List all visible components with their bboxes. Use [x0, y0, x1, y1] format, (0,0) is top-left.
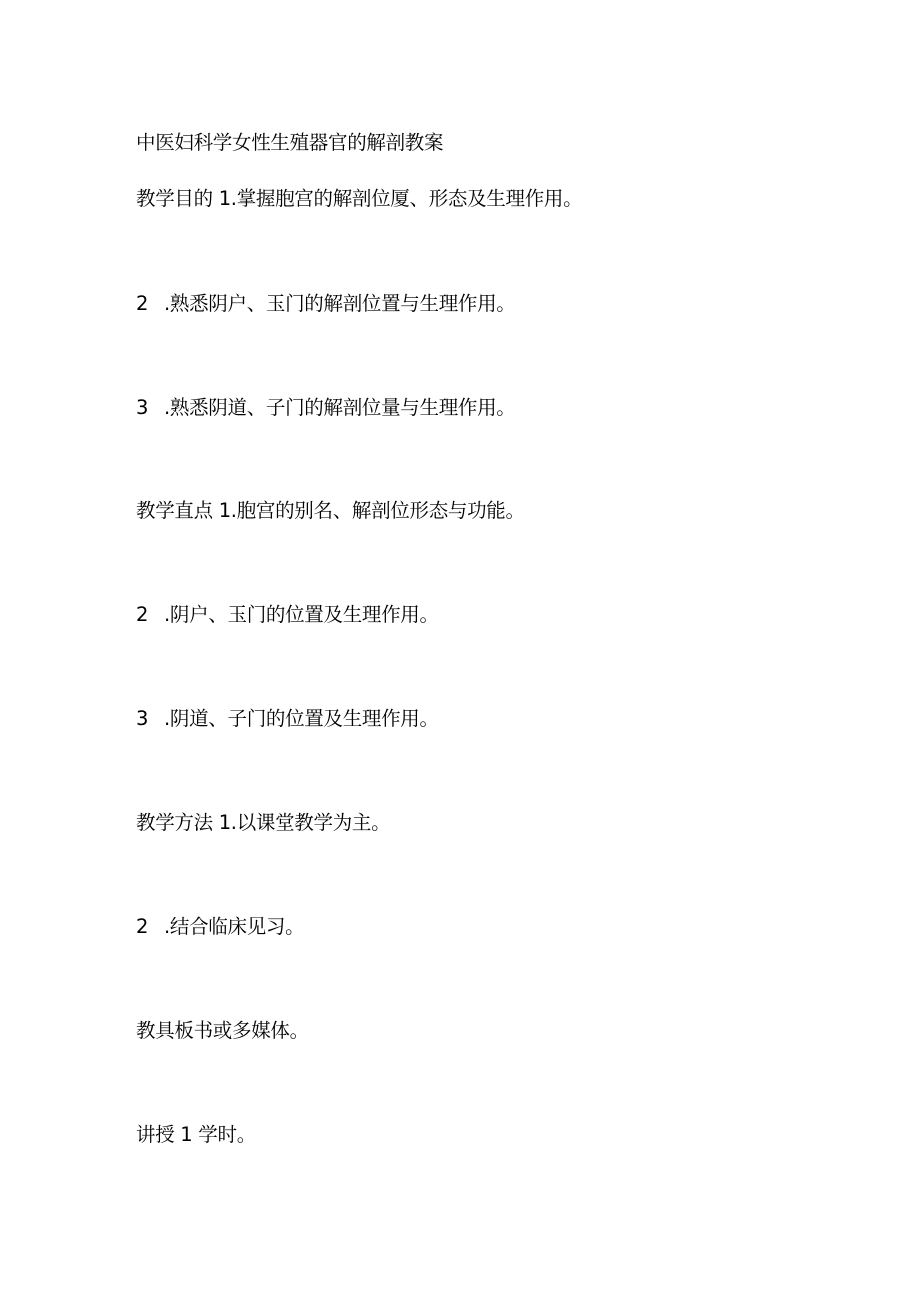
item-text: .结合临床见习。 — [164, 915, 305, 938]
item-text: .阴户、玉门的位置及生理作用。 — [164, 603, 439, 626]
item-number: 2 — [136, 603, 149, 626]
teaching-tools: 教具板书或多媒体。 — [136, 1019, 309, 1042]
item-text: .熟悉阴道、子门的解剖位量与生理作用。 — [164, 396, 516, 419]
item-number: 2 — [136, 292, 149, 315]
item-text: .阴道、子门的位置及生理作用。 — [164, 707, 439, 730]
document-title: 中医妇科学女性生殖器官的解剖教案 — [136, 131, 444, 154]
teaching-hours: 讲授 1 学时。 — [136, 1123, 256, 1146]
item-text: .熟悉阴户、玉门的解剖位置与生理作用。 — [164, 292, 516, 315]
item-number: 3 — [136, 396, 149, 419]
key-points-item-2 — [136, 602, 439, 628]
objectives-item-2 — [136, 291, 516, 317]
objectives-item-3 — [136, 395, 516, 421]
key-points-item-3 — [136, 706, 439, 732]
item-number: 3 — [136, 707, 149, 730]
item-number: 2 — [136, 915, 149, 938]
objectives-item-1: 教学目的 1.掌握胞宫的解剖位厦、形态及生理作用。 — [136, 187, 583, 210]
methods-item-2 — [136, 914, 304, 940]
methods-item-1: 教学方法 1.以课堂教学为主。 — [136, 811, 391, 834]
key-points-item-1: 教学直点 1.胞宫的别名、解剖位形态与功能。 — [136, 499, 525, 522]
